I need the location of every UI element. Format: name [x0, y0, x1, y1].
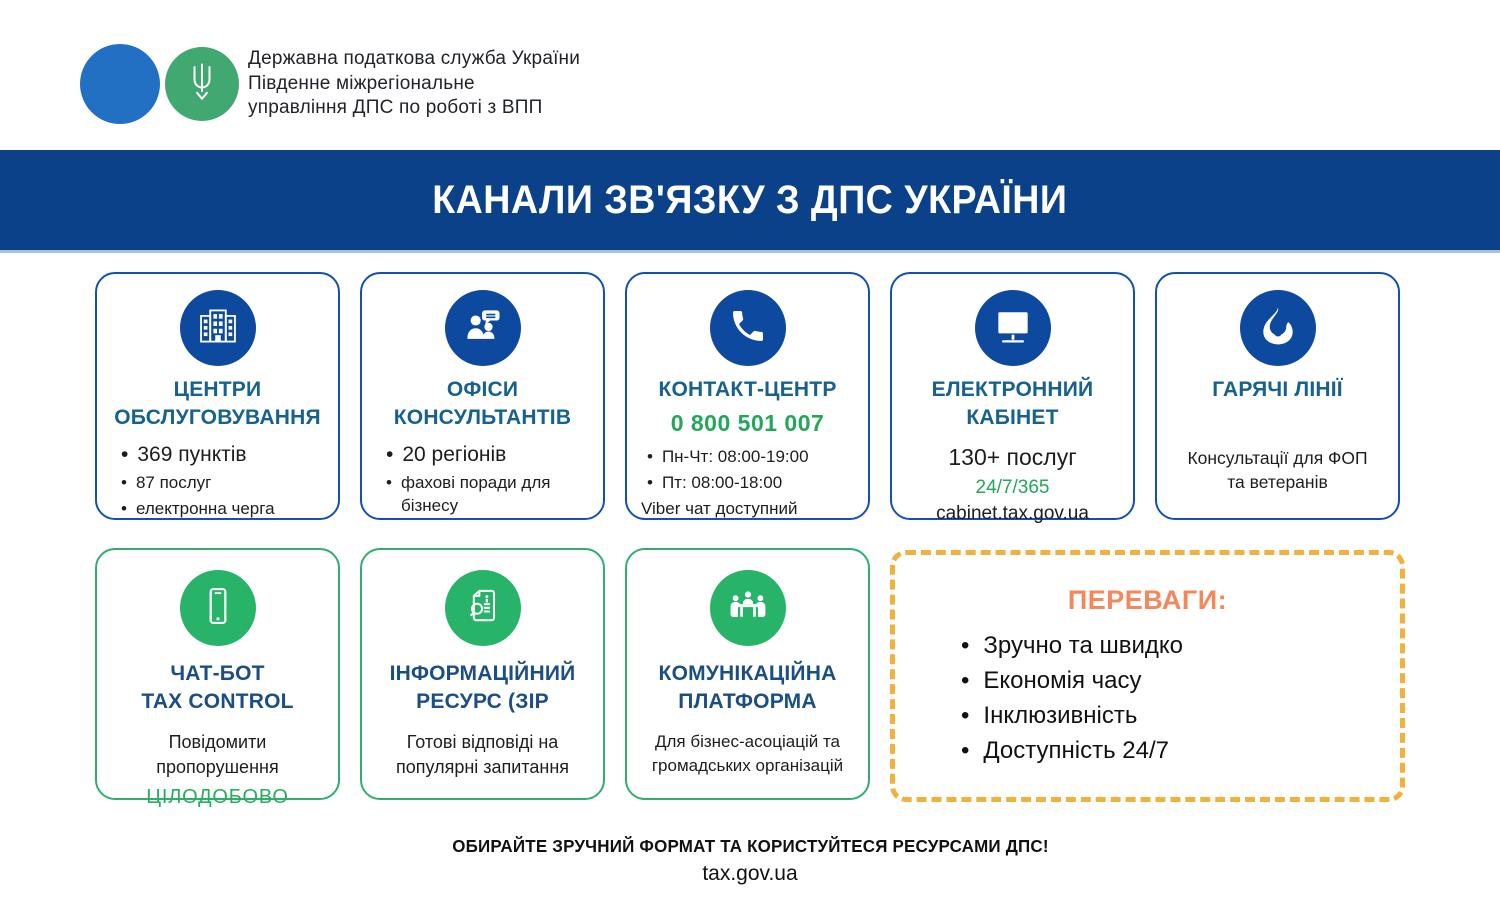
- card-consultant-offices: [360, 272, 605, 520]
- bullet-item: • електронна черга: [121, 499, 275, 518]
- consultants-icon: [461, 304, 505, 353]
- icon-circle: [445, 570, 521, 646]
- icon-circle: [1240, 290, 1316, 366]
- icon-circle: [445, 290, 521, 366]
- advantages-box: [890, 550, 1405, 802]
- meeting-icon: [726, 584, 770, 633]
- card-bullets: [97, 442, 338, 520]
- bullet-item: • 369 пунктів: [121, 443, 247, 466]
- availability-247365: 24/7/365: [975, 477, 1050, 498]
- advantages-list: [961, 628, 1400, 768]
- card-hotlines: [1155, 272, 1400, 520]
- phone-icon: [728, 306, 768, 351]
- card-title: ЦЕНТРИ ОБСЛУГОВУВАННЯ: [114, 378, 321, 429]
- channels-row-1: [95, 272, 1400, 524]
- card-electronic-cabinet: [890, 272, 1135, 524]
- bullet-item: • 87 послуг: [121, 473, 212, 492]
- card-contact-center: [625, 272, 870, 520]
- icon-circle: [975, 290, 1051, 366]
- icon-circle: [180, 570, 256, 646]
- card-body-text: Для бізнес-асоціацій та громадських організацій: [651, 732, 844, 775]
- title-banner: [0, 150, 1500, 253]
- monitor-icon: [991, 304, 1035, 353]
- trident-icon: [187, 61, 217, 108]
- org-line-3: управління ДПС по роботі з ВПП: [248, 97, 543, 118]
- advantage-item: • Економія часу: [961, 667, 1142, 694]
- page-title: КАНАЛИ ЗВ'ЯЗКУ З ДПС УКРАЇНИ: [432, 177, 1068, 222]
- card-service-centers: [95, 272, 340, 520]
- icon-circle: [710, 570, 786, 646]
- viber-note: Viber чат доступний: [641, 499, 798, 518]
- logo-green-circle: [165, 47, 239, 121]
- card-information-resource: [360, 548, 605, 800]
- card-title: ІНФОРМАЦІЙНИЙ РЕСУРС (ЗІР: [389, 662, 576, 713]
- bullet-item: • 20 регіонів: [386, 443, 507, 466]
- advantage-item: • Зручно та швидко: [961, 632, 1184, 659]
- org-line-1: Державна податкова служба України: [248, 48, 581, 69]
- card-chatbot-tax-control: [95, 548, 340, 808]
- card-body-text: Консультації для ФОП та ветеранів: [1187, 448, 1368, 492]
- advantage-item: • Доступність 24/7: [961, 737, 1169, 764]
- footer-slogan: ОБИРАЙТЕ ЗРУЧНИЙ ФОРМАТ ТА КОРИСТУЙТЕСЯ РЕСУРСАМИ ДПС!: [451, 836, 1049, 856]
- header: [0, 0, 1500, 150]
- document-search-icon: [461, 584, 505, 633]
- bullet-item: • Пн-Чт: 08:00-19:00: [647, 447, 809, 466]
- channels-row-2: [95, 548, 870, 808]
- footer: [0, 836, 1500, 886]
- advantage-item: • Інклюзивність: [961, 702, 1138, 729]
- card-title: КОМУНІКАЦІЙНА ПЛАТФОРМА: [658, 662, 837, 713]
- around-the-clock-label: ЦІЛОДОБОВО: [146, 786, 289, 808]
- bullet-item: • Пт: 08:00-18:00: [647, 473, 783, 492]
- advantages-title: ПЕРЕВАГИ:: [1067, 585, 1228, 615]
- logo-blue-circle: [80, 44, 160, 124]
- hotline-phone-number: 0 800 501 007: [670, 410, 825, 436]
- org-line-2: Південне міжрегіональне: [248, 72, 475, 94]
- bullet-item: • фахові поради для бізнесу: [386, 473, 551, 515]
- card-bullets: [362, 442, 603, 517]
- card-body-text: Повідомити пропорушення: [156, 732, 279, 777]
- icon-circle: [180, 290, 256, 366]
- flame-icon: [1256, 304, 1300, 353]
- cabinet-url: cabinet.tax.gov.ua: [936, 503, 1089, 524]
- smartphone-icon: [196, 584, 240, 633]
- footer-website: tax.gov.ua: [702, 862, 798, 885]
- services-count: 130+ послуг: [948, 444, 1077, 470]
- building-icon: [196, 304, 240, 353]
- card-bullets: [627, 445, 868, 494]
- card-title: ЧАТ-БОТ TAX CONTROL: [141, 662, 294, 713]
- org-name: [248, 47, 580, 121]
- card-communication-platform: [625, 548, 870, 800]
- card-title: КОНТАКТ-ЦЕНТР: [658, 378, 837, 401]
- icon-circle: [710, 290, 786, 366]
- card-title: ОФІСИ КОНСУЛЬТАНТІВ: [393, 378, 572, 429]
- card-title: ЕЛЕКТРОННИЙ КАБІНЕТ: [931, 378, 1094, 429]
- card-body-text: Готові відповіді на популярні запитання: [395, 732, 570, 777]
- card-title: ГАРЯЧІ ЛІНІЇ: [1212, 378, 1343, 401]
